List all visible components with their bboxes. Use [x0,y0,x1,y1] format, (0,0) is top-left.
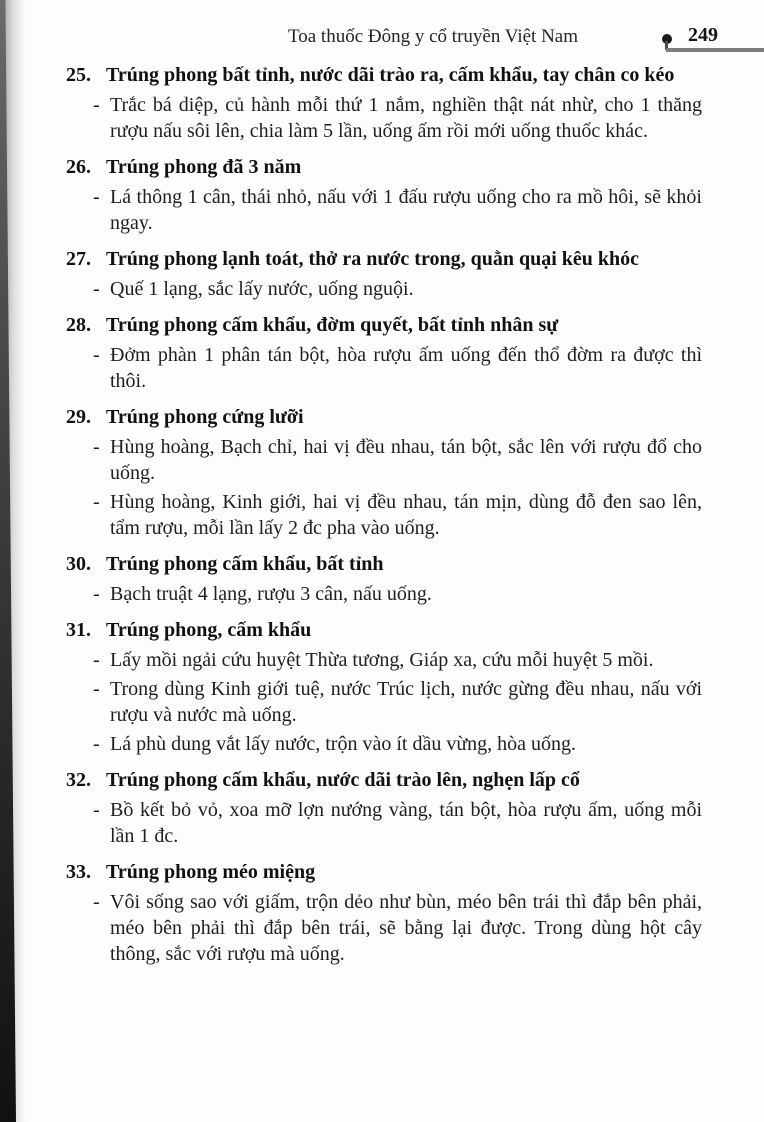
entry-number: 33. [66,861,91,883]
entry-heading [66,767,702,793]
remedy-text: Đởm phàn 1 phân tán bột, hòa rượu ấm uống đến thổ đờm ra được thì thôi. [110,344,702,392]
entry-number: 28. [66,314,91,336]
remedy-text: Quế 1 lạng, sắc lấy nước, uống nguội. [110,278,414,300]
entry-number: 25. [66,64,91,86]
dash-bullet: - [93,733,100,755]
dash-bullet: - [93,344,100,366]
remedy-text: Bạch truật 4 lạng, rượu 3 cân, nấu uống. [110,583,432,605]
entry-number: 26. [66,156,91,178]
remedy-text: Hùng hoàng, Kinh giới, hai vị đều nhau, tán mịn, dùng đỗ đen sao lên, tẩm rượu, mỗi lần lấy 2 đc pha vào uống. [110,491,702,539]
dash-bullet: - [93,186,100,208]
entry-heading [66,617,702,643]
remedy-item [93,184,702,236]
entry-title: Trúng phong, cấm khẩu [106,619,312,641]
entry-title: Trúng phong méo miệng [106,861,316,883]
entry-title: Trúng phong cứng lưỡi [106,406,304,428]
dash-bullet: - [93,491,100,513]
dash-bullet: - [93,436,100,458]
entry-number: 32. [66,769,91,791]
remedy-item [93,731,702,757]
entry-heading [66,404,702,430]
page-number: 249 [688,24,718,46]
dash-bullet: - [93,649,100,671]
entry-title: Trúng phong đã 3 năm [106,156,302,178]
dash-bullet: - [93,278,100,300]
entry-number: 27. [66,248,91,270]
entry-title: Trúng phong lạnh toát, thở ra nước trong, quằn quại kêu khóc [106,248,639,270]
remedy-item [93,647,702,673]
entry-29 [66,404,702,541]
entry-heading [66,154,702,180]
entry-title: Trúng phong bất tỉnh, nước dãi trào ra, cấm khẩu, tay chân co kéo [106,64,675,86]
entry-title: Trúng phong cấm khẩu, nước dãi trào lên, nghẹn lấp cổ [106,769,580,791]
dash-bullet: - [93,891,100,913]
remedy-text: Trong dùng Kinh giới tuệ, nước Trúc lịch, nước gừng đều nhau, nấu với rượu và nước mà uống. [110,678,702,726]
entry-32 [66,767,702,849]
entry-number: 31. [66,619,91,641]
entry-28 [66,312,702,394]
remedy-text: Vôi sống sao với giấm, trộn dẻo như bùn, méo bên trái thì đắp bên phải, méo bên phải thì đắp bên trái, sẽ bằng lại được. Trong dùng hột cây thông, sắc với rượu mà uống. [110,891,702,965]
entry-27 [66,246,702,302]
entry-number: 30. [66,553,91,575]
remedy-text: Bồ kết bỏ vỏ, xoa mỡ lợn nướng vàng, tán bột, hòa rượu ấm, uống mỗi lần 1 đc. [110,799,702,847]
entry-26 [66,154,702,236]
remedy-item [93,676,702,728]
dash-bullet: - [93,583,100,605]
entry-31 [66,617,702,757]
remedy-item [93,342,702,394]
entry-heading [66,62,702,88]
dash-bullet: - [93,799,100,821]
entry-title: Trúng phong cấm khẩu, đờm quyết, bất tỉnh nhân sự [106,314,559,336]
remedy-item [93,489,702,541]
remedy-item [93,276,702,302]
entry-heading [66,312,702,338]
entry-heading [66,859,702,885]
dash-bullet: - [93,678,100,700]
remedy-item [93,92,702,144]
entry-33 [66,859,702,967]
remedy-text: Lá thông 1 cân, thái nhỏ, nấu với 1 đấu rượu uống cho ra mồ hôi, sẽ khỏi ngay. [110,186,702,234]
remedy-text: Trắc bá diệp, củ hành mỗi thứ 1 nắm, nghiền thật nát nhừ, cho 1 thăng rượu nấu sôi lên, chia làm 5 lần, uống ấm rồi mới uống thuốc khác. [110,94,702,142]
remedy-item [93,581,702,607]
entry-number: 29. [66,406,91,428]
remedy-text: Lấy mồi ngải cứu huyệt Thừa tương, Giáp xa, cứu mỗi huyệt 5 mồi. [110,649,654,671]
entry-30 [66,551,702,607]
dash-bullet: - [93,94,100,116]
header-rule [666,48,764,52]
remedy-text: Lá phù dung vắt lấy nước, trộn vào ít dầu vừng, hòa uống. [110,733,577,755]
entry-heading [66,551,702,577]
remedy-item [93,889,702,967]
entry-25 [66,62,702,144]
running-title: Toa thuốc Đông y cổ truyền Việt Nam [287,26,578,47]
remedy-item [93,797,702,849]
remedy-item [93,434,702,486]
remedy-text: Hùng hoàng, Bạch chỉ, hai vị đều nhau, tán bột, sắc lên với rượu đổ cho uống. [110,436,702,484]
entry-title: Trúng phong cấm khẩu, bất tỉnh [106,553,384,575]
running-header [66,12,718,52]
entry-heading [66,246,702,272]
